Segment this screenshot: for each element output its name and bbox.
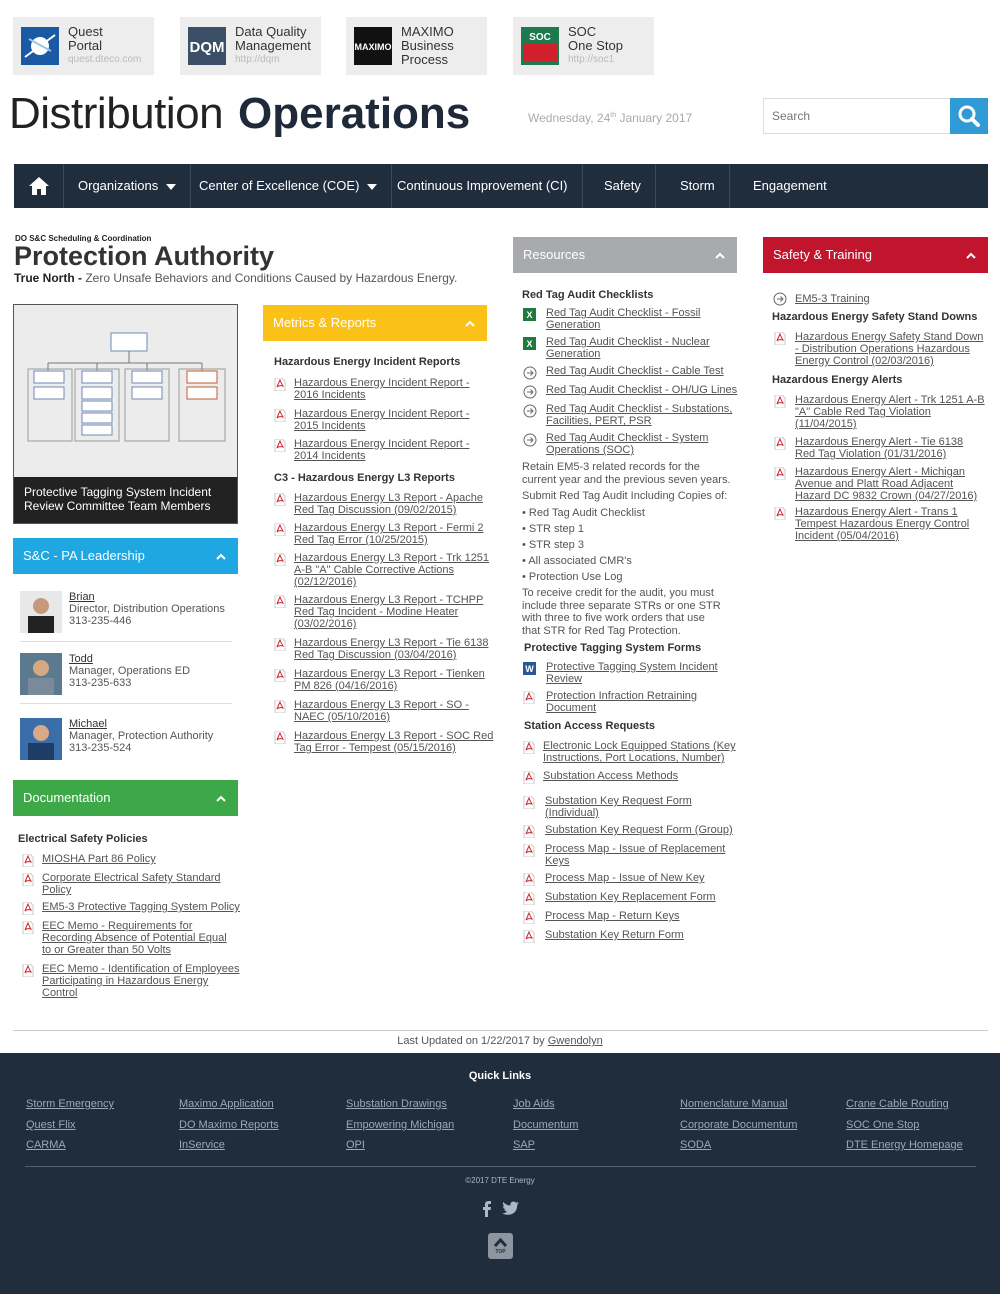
pdf-icon [274, 638, 286, 651]
tile-subtitle: Business [401, 38, 454, 53]
divider [13, 1030, 988, 1031]
document-link[interactable]: Hazardous Energy Alert - Trk 1251 A-B "A" Cable Red Tag Violation (11/04/2015) [795, 394, 985, 430]
document-link[interactable]: Protection Infraction Retraining Document [546, 690, 698, 714]
soc-logo-icon [521, 27, 559, 65]
site-title-light: Distribution [9, 89, 224, 138]
chevron-up-icon[interactable] [715, 251, 725, 261]
chevron-up-icon[interactable] [966, 251, 976, 261]
pdf-icon [274, 731, 286, 744]
chevron-down-icon [367, 184, 377, 190]
updated-by-link[interactable]: Gwendolyn [547, 1035, 603, 1047]
divider [20, 641, 232, 642]
pdf-icon [523, 930, 535, 943]
document-link[interactable]: Hazardous Energy Safety Stand Down - Distribution Operations Hazardous Energy Control (02/03/2016) [795, 331, 984, 367]
leader-role: Manager, Operations ED 313-235-633 [69, 665, 191, 689]
credit-text: To receive credit for the audit, you must include three separate STRs or one STR with three to five work orders that use that STR for Red Tag Protection. [522, 587, 721, 637]
document-link[interactable]: Substation Key Request Form (Individual) [545, 795, 692, 819]
search-input[interactable] [763, 98, 951, 134]
tile-url: http://soc1 [568, 54, 615, 65]
nav-ci[interactable]: Continuous Improvement (CI) [383, 164, 583, 208]
document-link[interactable]: Hazardous Energy Incident Report - 2014 Incidents [294, 438, 470, 462]
bullet-item: • Red Tag Audit Checklist [522, 507, 645, 519]
metrics-subheading: C3 - Hazardous Energy L3 Reports [274, 472, 455, 484]
tile-title: MAXIMO [401, 24, 454, 39]
leader-name[interactable]: Todd [69, 653, 93, 665]
safety-panel-header[interactable]: Safety & Training [763, 237, 988, 273]
leader-role: Manager, Protection Authority 313-235-524 [69, 730, 214, 754]
svg-text:DQM: DQM [189, 39, 225, 56]
svg-text:X: X [526, 310, 533, 320]
maximo-logo-icon [354, 27, 392, 65]
arrow-circle-icon [773, 292, 787, 306]
document-link[interactable]: Hazardous Energy L3 Report - Tie 6138 Red Tag Discussion (03/04/2016) [294, 637, 489, 661]
svg-text:X: X [526, 339, 533, 349]
quick-link[interactable]: Job Aids [513, 1098, 555, 1110]
pdf-icon [523, 796, 535, 809]
pdf-icon [274, 523, 286, 536]
metrics-subheading: Hazardous Energy Incident Reports [274, 356, 461, 368]
svg-text:SOC: SOC [529, 32, 551, 43]
resources-subheading: Protective Tagging System Forms [524, 642, 702, 654]
arrow-circle-icon [523, 404, 535, 417]
tile-maximo[interactable] [346, 17, 487, 75]
arrow-circle-icon [523, 366, 535, 379]
quick-link[interactable]: DTE Energy Homepage [846, 1139, 963, 1151]
document-link[interactable]: Hazardous Energy Incident Report - 2015 Incidents [294, 408, 470, 432]
resources-subheading: Station Access Requests [524, 720, 656, 732]
document-link[interactable]: Corporate Electrical Safety Standard Policy [42, 872, 221, 896]
pdf-icon [22, 964, 34, 977]
pdf-icon [274, 378, 286, 391]
quick-link[interactable]: Storm Emergency [26, 1098, 115, 1110]
document-link[interactable]: Protective Tagging System Incident Review [546, 661, 718, 685]
document-link[interactable]: EEC Memo - Identification of Employees Participating in Hazardous Energy Control [42, 963, 240, 999]
quick-link[interactable]: DO Maximo Reports [179, 1119, 279, 1131]
twitter-icon[interactable] [502, 1201, 520, 1216]
submit-text: Submit Red Tag Audit Including Copies of: [522, 490, 728, 502]
leadership-panel-header[interactable]: S&C - PA Leadership [13, 538, 238, 574]
back-to-top-button[interactable] [488, 1233, 513, 1259]
document-link[interactable]: EM5-3 Protective Tagging System Policy [42, 901, 240, 913]
divider [20, 703, 232, 704]
facebook-icon[interactable] [480, 1199, 494, 1217]
svg-text:W: W [525, 664, 534, 674]
org-chart-caption: Protective Tagging System Incident Review Committee Team Members [14, 477, 237, 523]
pdf-icon [774, 437, 786, 450]
quick-link[interactable]: Quest Flix [26, 1119, 76, 1131]
quick-link[interactable]: OPI [346, 1139, 365, 1151]
site-title-bold: Operations [238, 89, 471, 138]
resources-subheading: Red Tag Audit Checklists [522, 289, 654, 301]
search-button[interactable] [950, 98, 988, 134]
search-icon [950, 98, 988, 134]
document-link[interactable]: Hazardous Energy Incident Report - 2016 Incidents [294, 377, 470, 401]
quick-link[interactable]: Nomenclature Manual [680, 1098, 788, 1110]
true-north: True North - Zero Unsafe Behaviors and Conditions Caused by Hazardous Energy. [14, 271, 458, 285]
tile-line3: Process [401, 52, 448, 67]
pdf-icon [274, 595, 286, 608]
quick-link[interactable]: Maximo Application [179, 1098, 274, 1110]
avatar [20, 718, 62, 760]
last-updated: Last Updated on 1/22/2017 by Gwendolyn [397, 1035, 603, 1047]
document-link[interactable]: Red Tag Audit Checklist - Nuclear Generation [546, 336, 710, 360]
safety-subheading: Hazardous Energy Safety Stand Downs [772, 311, 978, 323]
document-link[interactable]: Hazardous Energy L3 Report - SO - NAEC (05/10/2016) [294, 699, 469, 723]
document-link[interactable]: Hazardous Energy L3 Report - Fermi 2 Red Tag Error (10/25/2015) [294, 522, 484, 546]
tile-title: SOC [568, 24, 597, 39]
tile-quest-portal[interactable] [13, 17, 154, 75]
leader-name[interactable]: Michael [69, 718, 107, 730]
tile-url: http://dqm [235, 54, 280, 65]
document-link[interactable]: Process Map - Issue of Replacement Keys [545, 843, 726, 867]
leader-role: Director, Distribution Operations 313-235-446 [69, 603, 225, 627]
leader-name[interactable]: Brian [69, 591, 95, 603]
quick-links-title: Quick Links [468, 1070, 532, 1082]
chevron-up-icon[interactable] [216, 794, 226, 804]
dqm-logo-icon [188, 27, 226, 65]
document-link[interactable]: Red Tag Audit Checklist - OH/UG Lines [546, 384, 738, 396]
resources-panel-header[interactable]: Resources [513, 237, 737, 273]
quick-link[interactable]: Substation Drawings [346, 1098, 447, 1110]
tile-title: Data Quality [235, 24, 307, 39]
pdf-icon [274, 493, 286, 506]
pdf-icon [774, 507, 786, 520]
tile-url: quest.dteco.com [68, 54, 142, 65]
word-icon [523, 662, 535, 675]
pdf-icon [274, 700, 286, 713]
avatar [20, 653, 62, 695]
nav-organizations[interactable]: Organizations [64, 164, 191, 208]
quick-link[interactable]: Crane Cable Routing [846, 1098, 949, 1110]
metrics-panel-header[interactable]: Metrics & Reports [263, 305, 487, 341]
avatar [20, 591, 62, 633]
quick-link[interactable]: SOC One Stop [846, 1119, 920, 1131]
tile-subtitle: Portal [68, 38, 102, 53]
document-link[interactable]: Hazardous Energy L3 Report - Trk 1251 A-B "A" Cable Corrective Actions (02/12/2016) [294, 552, 490, 588]
training-link[interactable]: EM5-3 Training [795, 293, 870, 305]
document-link[interactable]: Red Tag Audit Checklist - Substations, Facilities, PERT, PSR [546, 403, 733, 427]
documentation-panel-header[interactable]: Documentation [13, 780, 238, 816]
excel-icon [523, 308, 535, 321]
document-link[interactable]: Hazardous Energy L3 Report - TCHPP Red Tag Incident - Modine Heater (03/02/2016) [294, 594, 484, 630]
tile-dqm[interactable] [180, 17, 321, 75]
document-link[interactable]: Process Map - Issue of New Key [545, 872, 705, 884]
pdf-icon [523, 892, 535, 905]
top-label: TOP [495, 1249, 506, 1255]
quick-link[interactable]: SAP [513, 1139, 536, 1151]
quest-logo-icon [21, 27, 59, 65]
document-link[interactable]: Hazardous Energy L3 Report - Apache Red Tag Discussion (09/02/2015) [294, 492, 483, 516]
pdf-icon [274, 669, 286, 682]
tile-title: Quest [68, 24, 103, 39]
tile-subtitle: Management [235, 38, 311, 53]
document-link[interactable]: Substation Access Methods [543, 770, 679, 782]
pdf-icon [523, 691, 535, 704]
pdf-icon [523, 741, 535, 754]
document-link[interactable]: Substation Key Replacement Form [545, 891, 716, 903]
document-link[interactable]: Hazardous Energy Alert - Michigan Avenue and Platt Road Adjacent Hazard DC 9832 Crown (04/27/2016) [795, 466, 978, 502]
retain-text: Retain EM5-3 related records for the current year and the previous seven years. [522, 461, 731, 486]
document-link[interactable]: Red Tag Audit Checklist - Cable Test [546, 365, 724, 377]
copyright: ©2017 DTE Energy [465, 1176, 535, 1185]
pdf-icon [274, 409, 286, 422]
document-link[interactable]: Substation Key Request Form (Group) [545, 824, 733, 836]
pdf-icon [523, 911, 535, 924]
doc-subheading: Electrical Safety Policies [18, 833, 148, 845]
nav-safety[interactable]: Safety [590, 164, 656, 208]
document-link[interactable]: Hazardous Energy L3 Report - Tienken PM 826 (04/16/2016) [294, 668, 485, 692]
pdf-icon [523, 825, 535, 838]
quick-link[interactable]: Documentum [513, 1119, 579, 1131]
arrow-circle-icon [523, 385, 535, 398]
home-icon [14, 164, 64, 208]
tile-soc[interactable] [513, 17, 654, 75]
quick-link[interactable]: CARMA [26, 1139, 66, 1151]
pdf-icon [523, 844, 535, 857]
pdf-icon [774, 467, 786, 480]
chevron-down-icon [166, 184, 176, 190]
document-link[interactable]: MIOSHA Part 86 Policy [42, 853, 156, 865]
bullet-item: • STR step 3 [522, 539, 584, 551]
footer [0, 1053, 1000, 1294]
document-link[interactable]: Hazardous Energy Alert - Trans 1 Tempest Hazardous Energy Control Incident (05/04/2016) [795, 506, 970, 542]
pdf-icon [523, 873, 535, 886]
page-kicker: DO S&C Scheduling & Coordination [15, 234, 152, 243]
quick-link[interactable]: SODA [680, 1139, 712, 1151]
pdf-icon [274, 553, 286, 566]
safety-subheading: Hazardous Energy Alerts [772, 374, 903, 386]
pdf-icon [22, 902, 34, 915]
chevron-up-icon [488, 1233, 513, 1259]
document-link[interactable]: Process Map - Return Keys [545, 910, 680, 922]
pdf-icon [774, 332, 786, 345]
nav-coe[interactable]: Center of Excellence (COE) [185, 164, 392, 208]
pdf-icon [22, 921, 34, 934]
org-chart-image[interactable] [13, 304, 238, 524]
document-link[interactable]: Red Tag Audit Checklist - System Operations (SOC) [546, 432, 709, 456]
arrow-circle-icon [523, 433, 535, 446]
quick-link[interactable]: InService [179, 1139, 225, 1151]
pdf-icon [523, 771, 535, 784]
svg-text:MAXIMO: MAXIMO [354, 42, 392, 52]
pdf-icon [22, 854, 34, 867]
bullet-item: • Protection Use Log [522, 571, 623, 583]
chevron-up-icon[interactable] [216, 552, 226, 562]
document-link[interactable]: Electronic Lock Equipped Stations (Key Instructions, Port Locations, Number) [543, 740, 736, 764]
divider [25, 1166, 976, 1167]
document-link[interactable]: Hazardous Energy Alert - Tie 6138 Red Tag Violation (01/31/2016) [795, 436, 964, 460]
org-chart-graphic [14, 305, 237, 477]
document-link[interactable]: EEC Memo - Requirements for Recording Absence of Potential Equal to or Greater than 50 Volts [42, 920, 227, 956]
page-title: Protection Authority [14, 241, 274, 271]
quick-link[interactable]: Corporate Documentum [680, 1119, 798, 1131]
document-link[interactable]: Red Tag Audit Checklist - Fossil Generation [546, 307, 701, 331]
pdf-icon [774, 395, 786, 408]
pdf-icon [274, 439, 286, 452]
quick-link[interactable]: Empowering Michigan [346, 1119, 455, 1131]
document-link[interactable]: Substation Key Return Form [545, 929, 684, 941]
excel-icon [523, 337, 535, 350]
nav-storm[interactable]: Storm [666, 164, 730, 208]
pdf-icon [22, 873, 34, 886]
current-date: Wednesday, 24th January 2017 [528, 111, 693, 125]
main-nav [14, 164, 988, 208]
chevron-up-icon[interactable] [465, 319, 475, 329]
home-button[interactable] [14, 164, 64, 208]
nav-engagement[interactable]: Engagement [753, 178, 827, 193]
bullet-item: • STR step 1 [522, 523, 584, 535]
tile-subtitle: One Stop [568, 38, 623, 53]
bullet-item: • All associated CMR's [522, 555, 632, 567]
document-link[interactable]: Hazardous Energy L3 Report - SOC Red Tag Error - Tempest (05/15/2016) [294, 730, 494, 754]
